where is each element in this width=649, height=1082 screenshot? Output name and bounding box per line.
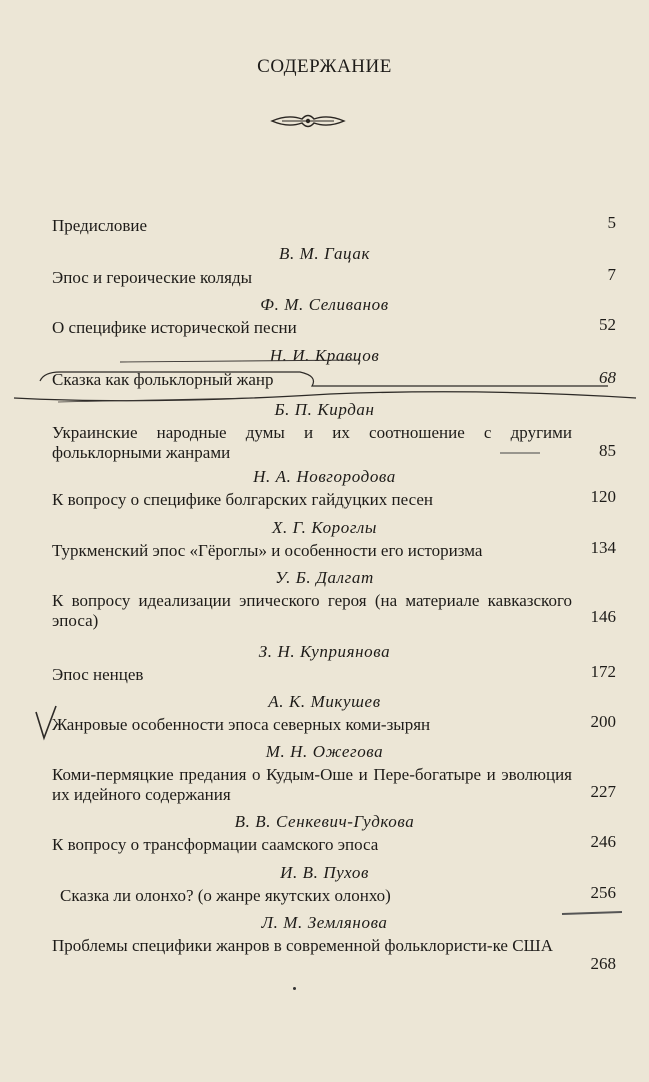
toc-page-number: 85: [599, 441, 616, 460]
toc-title: Коми-пермяцкие предания о Кудым-Оше и Пере-богатыре и эволюция их идейного содержания: [52, 765, 572, 804]
toc-author: М. Н. Ожегова: [265, 742, 384, 761]
toc-author: Б. П. Кирдан: [274, 400, 375, 419]
toc-title: Туркменский эпос «Гёроглы» и особенности его историзма: [52, 541, 483, 560]
toc-page-number: 68: [599, 368, 616, 387]
ornament-icon: [268, 110, 348, 132]
toc-title: К вопросу о трансформации саамского эпоса: [52, 835, 379, 854]
toc-page-number: 256: [590, 883, 616, 902]
toc-title-preface: Предисловие: [52, 216, 148, 235]
toc-page-number: 134: [590, 538, 616, 557]
toc-author: У. Б. Далгат: [275, 568, 374, 587]
toc-page-number: 172: [590, 662, 616, 681]
toc-title: Эпос и героические коляды: [52, 268, 253, 287]
toc-page-number: 5: [607, 213, 616, 232]
toc-page-number: 227: [590, 782, 616, 801]
toc-page-number: 7: [607, 265, 616, 284]
toc-title: О специфике исторической песни: [52, 318, 297, 337]
toc-author: Н. И. Кравцов: [269, 346, 380, 365]
toc-page-number: 246: [590, 832, 616, 851]
toc-page-number: 120: [590, 487, 616, 506]
toc-author: Л. М. Землянова: [261, 913, 388, 932]
toc-title: Эпос ненцев: [52, 665, 144, 684]
toc-author: Н. А. Новгородова: [253, 467, 396, 486]
toc-page-number: 268: [590, 954, 616, 973]
toc-title: Жанровые особенности эпоса северных коми-зырян: [52, 715, 431, 734]
toc-author: И. В. Пухов: [280, 863, 369, 882]
ink-dot: [293, 987, 296, 990]
page-title: СОДЕРЖАНИЕ: [257, 56, 392, 77]
toc-title: Проблемы специфики жанров в современной фольклористи-ке США: [52, 936, 553, 955]
toc-page-number: 200: [590, 712, 616, 731]
toc-author: В. В. Сенкевич-Гудкова: [234, 812, 415, 831]
toc-title: Сказка ли олонхо? (о жанре якутских олонхо): [60, 886, 391, 905]
toc-page-number: 52: [599, 315, 616, 334]
toc-author: А. К. Микушев: [268, 692, 381, 711]
toc-author: З. Н. Куприянова: [258, 642, 391, 661]
toc-title: К вопросу идеализации эпического героя (на материале кавказского эпоса): [52, 591, 572, 630]
toc-author: В. М. Гацак: [278, 244, 371, 263]
toc-title: Украинские народные думы и их соотношение с другими фольклорными жанрами: [52, 423, 572, 462]
toc-title: Сказка как фольклорный жанр: [52, 370, 274, 389]
toc-author: Ф. М. Селиванов: [260, 295, 389, 314]
toc-title: К вопросу о специфике болгарских гайдуцких песен: [52, 490, 433, 509]
toc-author: Х. Г. Короглы: [271, 518, 378, 537]
toc-page-number: 146: [590, 607, 616, 626]
